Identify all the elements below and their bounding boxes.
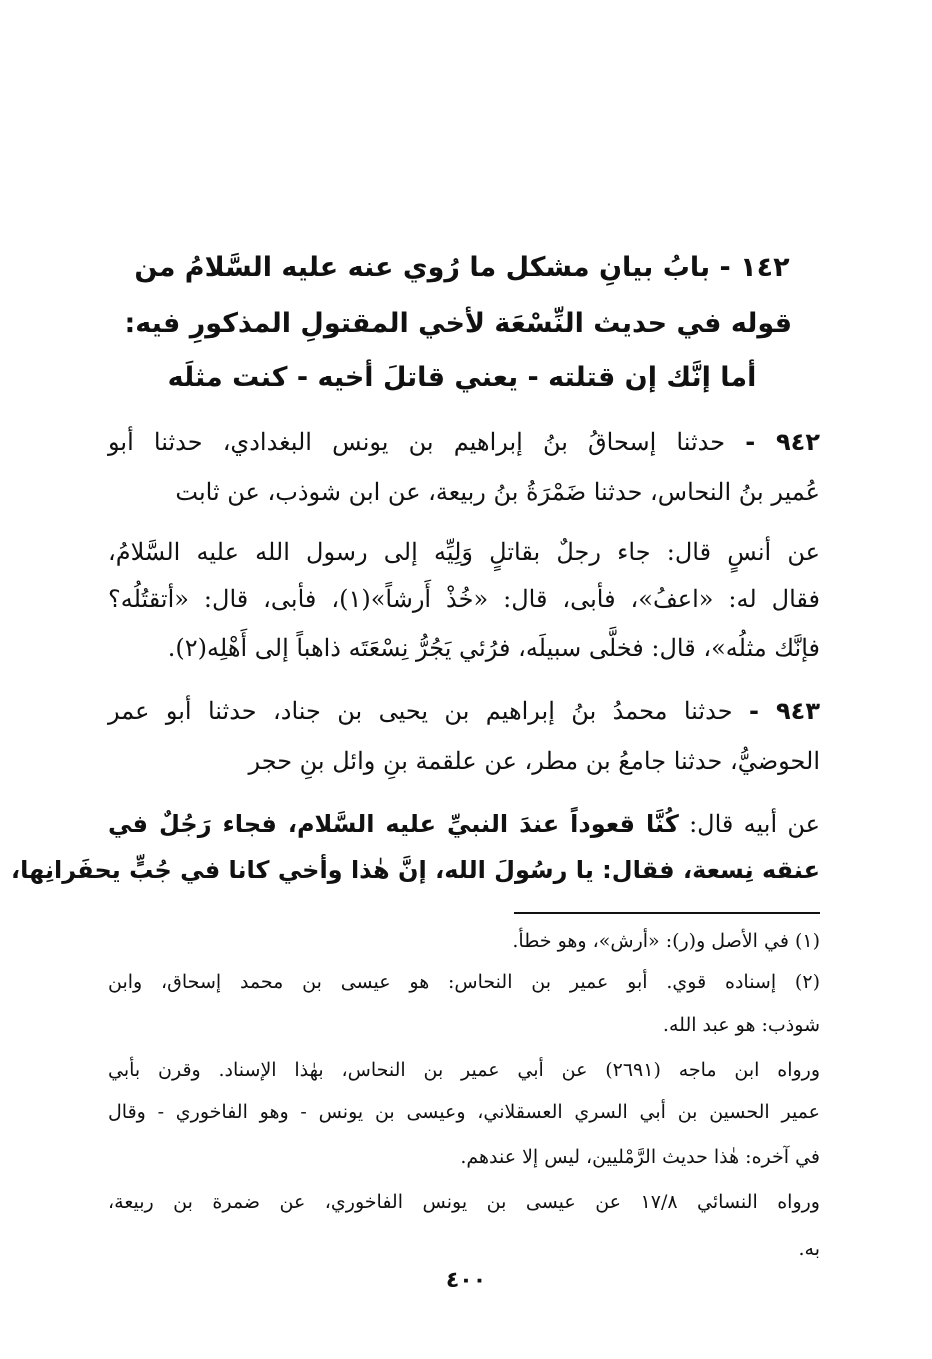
hadith-942-matn-line-1: عن أنسٍ قال: جاء رجلٌ بقاتلٍ وَلِيِّه إلى رسول الله عليه السَّلامُ، <box>108 538 820 566</box>
chapter-heading-line-2: قوله في حديث النِّسْعَة لأخي المقتولِ المذكورِ فيه: <box>124 308 792 339</box>
footnote-nasai-line-2: به. <box>798 1238 820 1260</box>
hadith-942-matn-line-3: فإنَّك مثلُه»، قال: فخلَّى سبيلَه، فرُئي يَجُرُّ نِسْعَتَه ذاهباً إلى أَهْلِه(٢). <box>167 634 820 662</box>
hadith-942-isnad-text: حدثنا إسحاقُ بنُ إبراهيم بن يونس البغدادي، حدثنا أبو <box>108 428 726 456</box>
footnote-separator <box>514 912 820 914</box>
hadith-943-isnad-line-1 <box>108 697 820 725</box>
footnote-ibn-majah-line-3: في آخره: هٰذا حديث الرَّمْليين، ليس إلا عندهم. <box>460 1146 820 1168</box>
hadith-943-matn-line-2: عنقه نِسعة، فقال: يا رسُولَ الله، إنَّ هٰذا وأخي كانا في جُبٍّ يحفَرانِها، <box>11 856 820 884</box>
hadith-943-isnad-text: حدثنا محمدُ بنُ إبراهيم بن يحيى بن جناد، حدثنا أبو عمر <box>108 697 733 725</box>
footnote-ibn-majah-line-1: ورواه ابن ماجه (٢٦٩١) عن أبي عمير بن النحاس، بهٰذا الإسناد. وقرن بأبي <box>108 1059 820 1081</box>
footnote-1: (١) في الأصل و(ر): «أرش»، وهو خطأ. <box>512 930 820 952</box>
hadith-943-matn-line-1 <box>108 810 820 838</box>
hadith-number: ٩٤٣ - <box>748 697 820 725</box>
footnote-2-line-2: شوذب: هو عبد الله. <box>662 1014 820 1036</box>
footnote-ibn-majah-line-2: عمير الحسين بن أبي السري العسقلاني، وعيسى بن يونس - وهو الفاخوري - وقال <box>108 1101 820 1123</box>
hadith-942-matn-line-2: فقال له: «اعفُ»، فأبى، قال: «خُذْ أَرشاً»(١)، فأبى، قال: «أتقتُلُه؟ <box>108 585 821 613</box>
hadith-942-isnad-line-2: عُمير بنُ النحاس، حدثنا ضَمْرَةُ بنُ ربيعة، عن ابن شوذب، عن ثابت <box>175 478 820 506</box>
hadith-943-matn-lead: عن أبيه قال: <box>689 810 820 838</box>
hadith-943-isnad-line-2: الحوضيُّ، حدثنا جامعُ بن مطر، عن علقمة بنِ وائل بنِ حجر <box>248 747 820 775</box>
chapter-heading-line-3: أما إنَّك إن قتلته - يعني قاتلَ أخيه - كنت مثلَه <box>167 362 757 393</box>
hadith-943-matn-bold: كُنَّا قعوداً عندَ النبيِّ عليه السَّلام، فجاء رَجُلٌ في <box>108 810 679 838</box>
hadith-942-isnad-line-1 <box>108 428 820 456</box>
page-number: ٤٠٠ <box>445 1268 487 1293</box>
chapter-heading-line-1: ١٤٢ - بابُ بيانِ مشكل ما رُوي عنه عليه السَّلامُ من <box>134 252 790 283</box>
footnote-2-line-1: (٢) إسناده قوي. أبو عمير بن النحاس: هو عيسى بن محمد إسحاق، وابن <box>108 971 820 993</box>
hadith-number: ٩٤٢ - <box>745 428 820 456</box>
footnote-nasai-line-1: ورواه النسائي ١٧/٨ عن عيسى بن يونس الفاخوري، عن ضمرة بن ربيعة، <box>108 1191 820 1213</box>
